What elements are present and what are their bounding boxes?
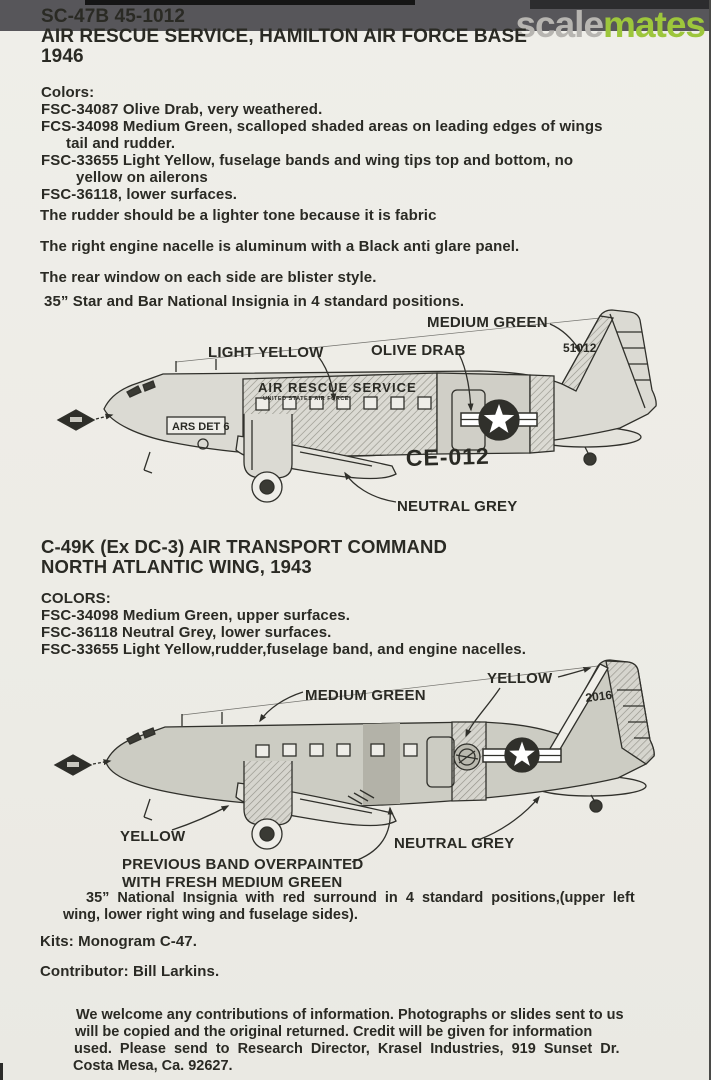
note-line: The rear window on each side are blister style. <box>40 269 377 286</box>
label-neutral-grey: NEUTRAL GREY <box>394 835 515 852</box>
label-yellow-top: YELLOW <box>487 670 553 687</box>
label-medium-green: MEDIUM GREEN <box>427 314 548 331</box>
color-line: FSC-36118 Neutral Grey, lower surfaces. <box>41 624 332 641</box>
insignia-note-line2: wing, lower right wing and fuselage sides). <box>63 907 358 923</box>
color-line: FSC-36118, lower surfaces. <box>41 186 238 203</box>
label-overpaint-line2: WITH FRESH MEDIUM GREEN <box>122 874 343 891</box>
section2-title: C-49K (Ex DC-3) AIR TRANSPORT COMMAND <box>41 536 447 557</box>
section2-subtitle: NORTH ATLANTIC WING, 1943 <box>41 556 312 577</box>
aircraft-diagram-2 <box>0 655 711 895</box>
color-line: FSC-34087 Olive Drab, very weathered. <box>41 101 323 118</box>
tail-wheel <box>590 800 602 812</box>
tail-number-marking: 2016 <box>584 687 613 705</box>
insignia-note-line1: 35” National Insignia with red surround in 4 standard positions,(upper left <box>86 890 635 906</box>
contributor-line: Contributor: Bill Larkins. <box>40 963 220 980</box>
color-line: FSC-34098 Medium Green, upper surfaces. <box>41 607 351 624</box>
label-neutral-grey: NEUTRAL GREY <box>397 498 518 515</box>
fuselage-title-marking: AIR RESCUE SERVICE <box>258 380 417 395</box>
watermark-scale: scale <box>515 4 604 45</box>
scan-edge-artifact <box>0 1063 3 1080</box>
tail-wheel <box>584 453 596 465</box>
note-line: The rudder should be a lighter tone because it is fabric <box>40 207 437 224</box>
disclaimer-line: used. Please send to Research Director, Krasel Industries, 919 Sunset Dr. <box>74 1041 620 1057</box>
sheet-code: SC-47B 45-1012 <box>41 6 185 27</box>
note-line: 35” Star and Bar National Insignia in 4 standard positions. <box>44 293 465 310</box>
aircraft-side-profile-1 <box>58 310 656 502</box>
colors-heading: Colors: <box>41 84 95 101</box>
diamond-marker-icon <box>55 755 110 775</box>
disclaimer-line: will be copied and the original returned. Credit will be given for information <box>75 1024 593 1040</box>
fuselage-code-marking: CE-012 <box>405 442 491 471</box>
note-line: The right engine nacelle is aluminum with a Black anti glare panel. <box>40 238 520 255</box>
color-line: FSC-33655 Light Yellow,rudder,fuselage band, and engine nacelles. <box>41 641 526 658</box>
engine-nacelle <box>244 761 292 825</box>
page-title: AIR RESCUE SERVICE, HAMILTON AIR FORCE BASE <box>41 26 528 47</box>
aircraft-diagram-1 <box>0 300 711 520</box>
label-olive-drab: OLIVE DRAB <box>371 342 466 359</box>
overpainted-band-area <box>363 723 400 805</box>
color-line: FSC-33655 Light Yellow, fuselage bands and wing tips top and bottom, no <box>41 152 574 169</box>
colors-heading-2: COLORS: <box>41 590 111 607</box>
color-line-cont: yellow on ailerons <box>76 169 208 186</box>
tail-number-marking: 51012 <box>563 341 597 355</box>
disclaimer-line: We welcome any contributions of information. Photographs or slides sent to us <box>76 1007 624 1023</box>
label-light-yellow: LIGHT YELLOW <box>208 344 324 361</box>
color-line-cont: tail and rudder. <box>66 135 176 152</box>
disclaimer-line: Costa Mesa, Ca. 92627. <box>73 1058 233 1074</box>
color-line: FCS-34098 Medium Green, scalloped shaded areas on leading edges of wings <box>41 118 603 135</box>
label-yellow-bottom: YELLOW <box>120 828 186 845</box>
engine-nacelle <box>244 414 292 478</box>
scan-edge-artifact <box>85 0 415 5</box>
nose-code-marking: ARS DET 6 <box>172 421 230 433</box>
watermark-mates: mates <box>603 4 705 45</box>
label-medium-green: MEDIUM GREEN <box>305 687 426 704</box>
scalemates-watermark <box>515 6 705 43</box>
atc-emblem-icon <box>454 744 480 770</box>
fuselage-subtitle-marking: UNITED STATES AIR FORCE <box>263 396 349 402</box>
kits-line: Kits: Monogram C-47. <box>40 933 198 950</box>
diamond-marker-icon <box>58 410 112 430</box>
label-overpaint-line1: PREVIOUS BAND OVERPAINTED <box>122 856 364 873</box>
title-year: 1946 <box>41 46 84 67</box>
